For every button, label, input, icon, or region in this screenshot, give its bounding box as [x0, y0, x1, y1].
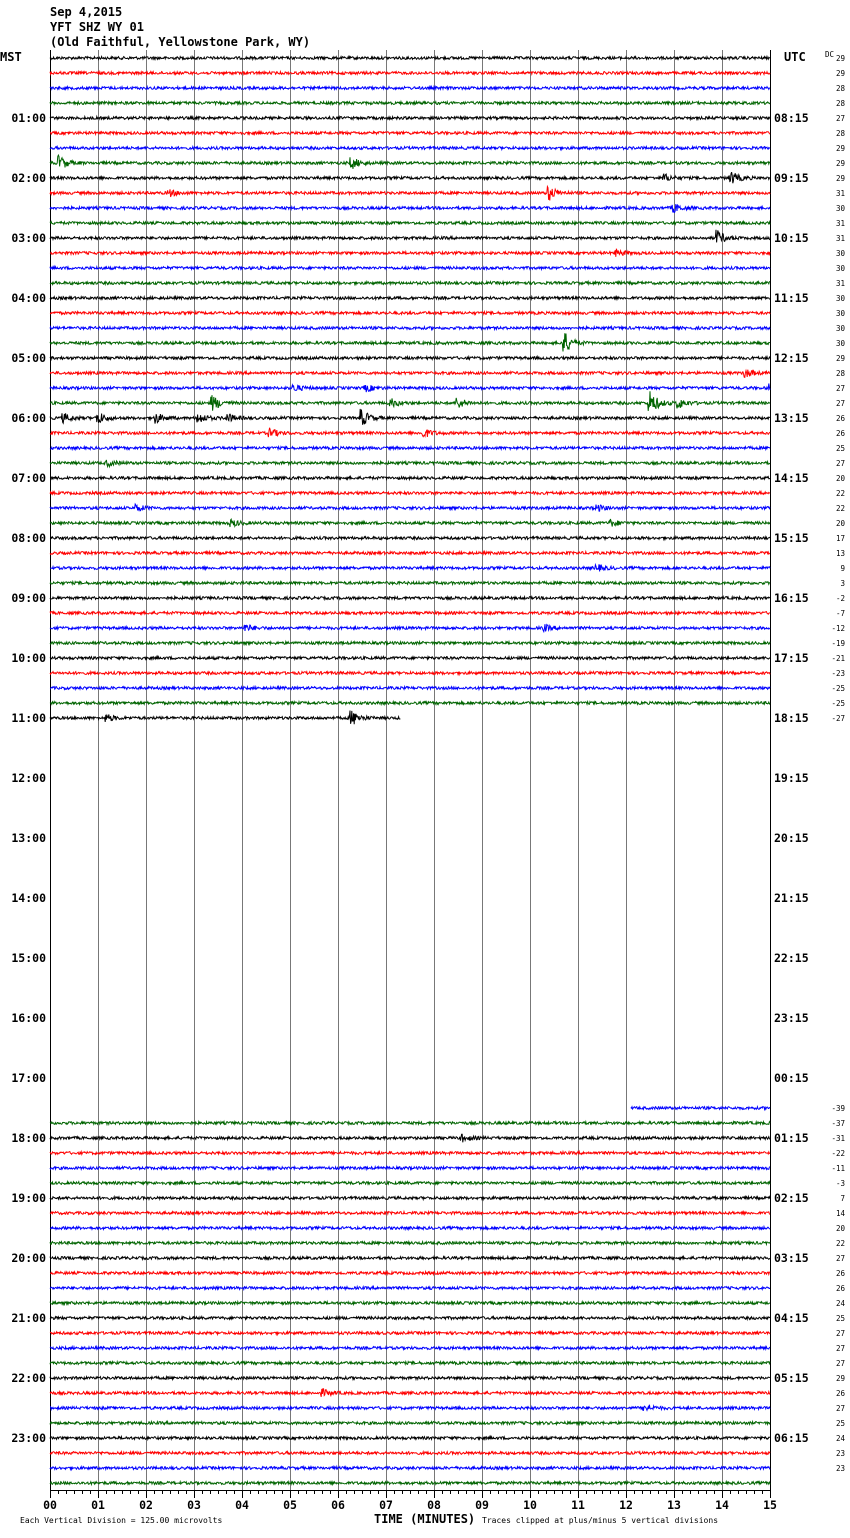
dc-offset-label: 23 [835, 1449, 845, 1458]
right-hour-label: 13:15 [774, 411, 809, 425]
dc-offset-label: 30 [835, 324, 845, 333]
dc-offset-label: 27 [835, 1254, 845, 1263]
x-tick-label: 12 [619, 1498, 633, 1512]
dc-offset-label: 9 [840, 564, 845, 573]
left-hour-label: 17:00 [11, 1071, 46, 1085]
left-hour-label: 11:00 [11, 711, 46, 725]
dc-offset-label: 25 [835, 1419, 845, 1428]
dc-offset-label: 25 [835, 1314, 845, 1323]
right-hour-label: 14:15 [774, 471, 809, 485]
right-hour-label: 19:15 [774, 771, 809, 785]
right-hour-label: 00:15 [774, 1071, 809, 1085]
trace-row-35 [50, 582, 770, 585]
dc-offset-label: -12 [831, 624, 845, 633]
left-hour-label: 04:00 [11, 291, 46, 305]
dc-offset-label: 28 [835, 369, 845, 378]
trace-row-71 [50, 1122, 770, 1125]
trace-row-91 [50, 1422, 770, 1425]
chart-title-location: (Old Faithful, Yellowstone Park, WY) [50, 35, 311, 49]
right-hour-label: 05:15 [774, 1371, 809, 1385]
left-hour-label: 07:00 [11, 471, 46, 485]
dc-offset-label: -22 [831, 1149, 845, 1158]
dc-offset-label: 28 [835, 84, 845, 93]
trace-row-41 [50, 672, 770, 675]
left-hour-label: 18:00 [11, 1131, 46, 1145]
trace-row-14 [50, 267, 770, 270]
x-tick-label: 00 [43, 1498, 57, 1512]
trace-row-87 [50, 1362, 770, 1365]
dc-offset-label: 29 [835, 1374, 845, 1383]
trace-row-10 [50, 204, 770, 212]
trace-row-0 [50, 57, 770, 60]
trace-row-9 [50, 187, 770, 201]
dc-offset-label: 31 [835, 189, 845, 198]
dc-offset-label: 22 [835, 489, 845, 498]
left-hour-label: 10:00 [11, 651, 46, 665]
dc-offset-label: 27 [835, 1329, 845, 1338]
trace-row-90 [50, 1405, 770, 1411]
right-hour-label: 01:15 [774, 1131, 809, 1145]
trace-row-22 [50, 384, 770, 393]
x-tick-label: 06 [331, 1498, 345, 1512]
left-hour-label: 23:00 [11, 1431, 46, 1445]
trace-row-74 [50, 1167, 770, 1170]
dc-offset-label: 29 [835, 54, 845, 63]
dc-offset-label: 7 [840, 1194, 845, 1203]
trace-row-24 [50, 409, 770, 425]
left-hour-label: 02:00 [11, 171, 46, 185]
dc-offset-label: 22 [835, 504, 845, 513]
trace-row-38 [50, 624, 770, 631]
trace-row-15 [50, 282, 770, 285]
trace-row-26 [50, 447, 770, 450]
dc-offset-label: 27 [835, 399, 845, 408]
dc-offset-label: 26 [835, 429, 845, 438]
trace-row-19 [50, 333, 770, 351]
dc-offset-label: 30 [835, 294, 845, 303]
left-hour-label: 03:00 [11, 231, 46, 245]
x-tick-label: 15 [763, 1498, 777, 1512]
trace-row-33 [50, 552, 770, 555]
right-hour-label: 15:15 [774, 531, 809, 545]
trace-row-17 [50, 312, 770, 315]
right-hour-label: 17:15 [774, 651, 809, 665]
trace-row-21 [50, 370, 770, 378]
trace-row-93 [50, 1452, 770, 1455]
dc-offset-label: 29 [835, 144, 845, 153]
x-tick-label: 13 [667, 1498, 681, 1512]
trace-row-81 [50, 1272, 770, 1275]
right-hour-labels [774, 111, 809, 1445]
dc-offset-label: -25 [831, 699, 845, 708]
left-hour-label: 13:00 [11, 831, 46, 845]
trace-row-78 [50, 1227, 770, 1230]
trace-row-43 [50, 702, 770, 705]
trace-row-88 [50, 1377, 770, 1380]
dc-offset-label: 30 [835, 339, 845, 348]
right-hour-label: 21:15 [774, 891, 809, 905]
dc-offset-labels [831, 54, 845, 1473]
left-hour-label: 20:00 [11, 1251, 46, 1265]
trace-row-5 [50, 132, 770, 135]
trace-row-4 [50, 117, 770, 120]
dc-offset-label: 27 [835, 1359, 845, 1368]
trace-row-30 [50, 504, 770, 511]
trace-row-8 [50, 172, 770, 183]
right-hour-label: 23:15 [774, 1011, 809, 1025]
dc-offset-label: 24 [835, 1299, 845, 1308]
right-hour-label: 09:15 [774, 171, 809, 185]
left-hour-label: 08:00 [11, 531, 46, 545]
trace-row-95 [50, 1482, 770, 1485]
trace-row-27 [50, 460, 770, 467]
dc-offset-label: 28 [835, 129, 845, 138]
trace-row-2 [50, 87, 770, 90]
trace-row-79 [50, 1242, 770, 1245]
dc-offset-label: 25 [835, 444, 845, 453]
dc-offset-label: 30 [835, 249, 845, 258]
right-hour-label: 10:15 [774, 231, 809, 245]
dc-offset-label: 26 [835, 414, 845, 423]
dc-offset-label: -31 [831, 1134, 845, 1143]
left-hour-label: 06:00 [11, 411, 46, 425]
dc-offset-label: -2 [835, 594, 845, 603]
x-tick-label: 09 [475, 1498, 489, 1512]
dc-offset-label: -21 [831, 654, 845, 663]
trace-row-23 [50, 391, 770, 411]
x-axis-title: TIME (MINUTES) [374, 1512, 476, 1526]
right-hour-label: 18:15 [774, 711, 809, 725]
trace-row-77 [50, 1212, 770, 1215]
footer-clip-note: Traces clipped at plus/minus 5 vertical divisions [482, 1516, 719, 1525]
dc-offset-label: 26 [835, 1269, 845, 1278]
trace-row-89 [50, 1389, 770, 1397]
trace-row-80 [50, 1257, 770, 1260]
x-tick-label: 02 [139, 1498, 153, 1512]
trace-row-25 [50, 428, 770, 437]
footer-scale-note: Each Vertical Division = 125.00 microvolts [20, 1516, 223, 1525]
dc-offset-label: 20 [835, 519, 845, 528]
trace-row-40 [50, 657, 770, 660]
dc-offset-label: 13 [835, 549, 845, 558]
trace-row-75 [50, 1182, 770, 1185]
left-hour-label: 15:00 [11, 951, 46, 965]
x-tick-label: 03 [187, 1498, 201, 1512]
dc-offset-label: 27 [835, 1404, 845, 1413]
left-hour-label: 19:00 [11, 1191, 46, 1205]
trace-row-1 [50, 72, 770, 75]
dc-offset-label: 29 [835, 174, 845, 183]
right-timezone-label: UTC [784, 50, 806, 64]
dc-offset-label: 14 [835, 1209, 845, 1218]
trace-row-20 [50, 357, 770, 360]
left-hour-label: 21:00 [11, 1311, 46, 1325]
right-hour-label: 22:15 [774, 951, 809, 965]
trace-row-70 [631, 1107, 770, 1110]
right-hour-label: 11:15 [774, 291, 809, 305]
trace-row-85 [50, 1332, 770, 1335]
dc-offset-label: -23 [831, 669, 845, 678]
dc-offset-label: -19 [831, 639, 845, 648]
trace-row-84 [50, 1317, 770, 1320]
trace-row-29 [50, 492, 770, 495]
x-tick-label: 07 [379, 1498, 393, 1512]
dc-offset-label: 17 [835, 534, 845, 543]
x-tick-label: 14 [715, 1498, 729, 1512]
trace-row-31 [50, 519, 770, 527]
trace-row-12 [50, 230, 770, 243]
dc-offset-label: 22 [835, 1239, 845, 1248]
right-hour-label: 02:15 [774, 1191, 809, 1205]
x-tick-label: 08 [427, 1498, 441, 1512]
chart-title-station: YFT SHZ WY 01 [50, 20, 144, 34]
left-hour-label: 01:00 [11, 111, 46, 125]
dc-offset-label: 29 [835, 69, 845, 78]
trace-row-86 [50, 1347, 770, 1350]
dc-offset-label: -37 [831, 1119, 845, 1128]
dc-offset-label: -25 [831, 684, 845, 693]
x-tick-label: 01 [91, 1498, 105, 1512]
left-hour-label: 22:00 [11, 1371, 46, 1385]
x-tick-label: 05 [283, 1498, 297, 1512]
dc-offset-label: -27 [831, 714, 845, 723]
right-hour-label: 04:15 [774, 1311, 809, 1325]
dc-offset-label: 31 [835, 234, 845, 243]
trace-row-34 [50, 564, 770, 571]
trace-row-92 [50, 1437, 770, 1440]
trace-row-44 [50, 711, 400, 725]
trace-row-11 [50, 222, 770, 225]
trace-row-18 [50, 327, 770, 330]
trace-row-76 [50, 1197, 770, 1200]
dc-offset-label: 26 [835, 1284, 845, 1293]
trace-row-7 [50, 155, 770, 169]
dc-offset-label: 30 [835, 204, 845, 213]
dc-offset-label: 20 [835, 474, 845, 483]
trace-row-72 [50, 1134, 770, 1142]
x-tick-label: 11 [571, 1498, 585, 1512]
trace-row-28 [50, 477, 770, 480]
dc-header-label: DC [825, 50, 835, 59]
trace-row-42 [50, 687, 770, 690]
dc-offset-label: 28 [835, 99, 845, 108]
trace-rows [50, 57, 770, 1485]
x-tick-label: 04 [235, 1498, 249, 1512]
dc-offset-label: -39 [831, 1104, 845, 1113]
dc-offset-label: 23 [835, 1464, 845, 1473]
dc-offset-label: -3 [835, 1179, 845, 1188]
right-hour-label: 03:15 [774, 1251, 809, 1265]
dc-offset-label: -7 [835, 609, 845, 618]
trace-row-6 [50, 147, 770, 150]
dc-offset-label: 29 [835, 159, 845, 168]
trace-row-82 [50, 1287, 770, 1290]
left-timezone-label: MST [0, 50, 22, 64]
dc-offset-label: 27 [835, 114, 845, 123]
left-hour-label: 12:00 [11, 771, 46, 785]
right-hour-label: 12:15 [774, 351, 809, 365]
left-hour-label: 09:00 [11, 591, 46, 605]
x-axis [43, 1490, 777, 1512]
trace-row-37 [50, 612, 770, 615]
trace-row-39 [50, 642, 770, 645]
chart-title-date: Sep 4,2015 [50, 5, 123, 19]
x-tick-label: 10 [523, 1498, 537, 1512]
right-hour-label: 08:15 [774, 111, 809, 125]
right-hour-label: 16:15 [774, 591, 809, 605]
right-hour-label: 20:15 [774, 831, 809, 845]
dc-offset-label: 29 [835, 354, 845, 363]
trace-row-94 [50, 1467, 770, 1470]
dc-offset-label: 27 [835, 384, 845, 393]
dc-offset-label: 30 [835, 309, 845, 318]
left-hour-labels [11, 111, 46, 1445]
dc-offset-label: 31 [835, 219, 845, 228]
dc-offset-label: 3 [840, 579, 845, 588]
left-hour-label: 16:00 [11, 1011, 46, 1025]
dc-offset-label: 26 [835, 1389, 845, 1398]
trace-row-36 [50, 597, 770, 600]
trace-row-73 [50, 1152, 770, 1155]
trace-row-32 [50, 537, 770, 540]
dc-offset-label: 30 [835, 264, 845, 273]
dc-offset-label: 24 [835, 1434, 845, 1443]
dc-offset-label: 27 [835, 459, 845, 468]
dc-offset-label: -11 [831, 1164, 845, 1173]
trace-row-16 [50, 297, 770, 300]
dc-offset-label: 31 [835, 279, 845, 288]
left-hour-label: 14:00 [11, 891, 46, 905]
trace-row-3 [50, 102, 770, 105]
left-hour-label: 05:00 [11, 351, 46, 365]
trace-row-13 [50, 249, 770, 257]
right-hour-label: 06:15 [774, 1431, 809, 1445]
dc-offset-label: 27 [835, 1344, 845, 1353]
trace-row-83 [50, 1302, 770, 1305]
dc-offset-label: 20 [835, 1224, 845, 1233]
